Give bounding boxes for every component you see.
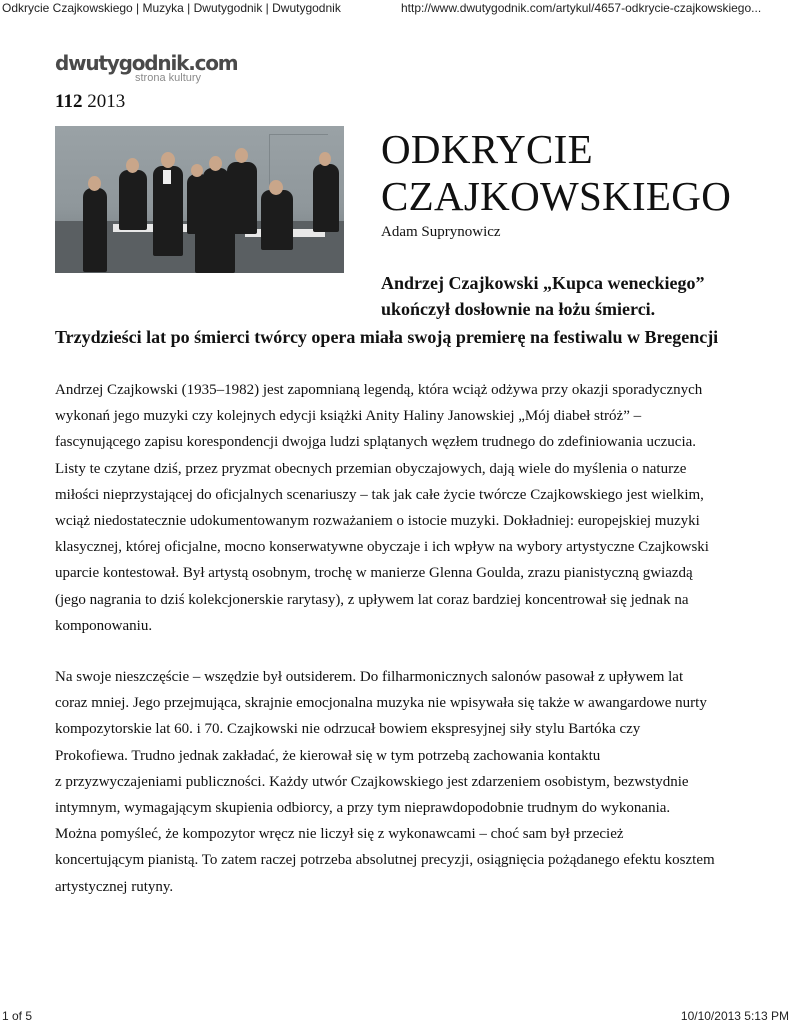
photo-figure xyxy=(209,156,222,171)
photo-figure xyxy=(161,152,175,168)
logo-tagline: strona kultury xyxy=(135,72,202,84)
photo-figure xyxy=(119,170,147,230)
paragraph-line: komponowaniu. xyxy=(55,617,153,634)
paragraph-line: intymnym, wymagającym skupienia odbiorcy, a przy tym nieprawdopodobnie trudnym do wykonania. xyxy=(55,800,671,817)
article-lead xyxy=(381,270,781,322)
page-indicator: 1 of 5 xyxy=(2,1009,33,1023)
photo-figure xyxy=(163,170,171,184)
paragraph-line: wciąż niedostatecznie udokumentowanym rozważaniem o istocie muzyki. Dokładniej: europejskiej muzyki xyxy=(55,513,700,530)
paragraph-line: Andrzej Czajkowski (1935–1982) jest zapomnianą legendą, która wciąż odżywa przy okazji sporadycznych xyxy=(55,382,703,398)
paragraph-line: klasycznej, której oficjalne, mocno konserwatywne obyczaje i ich wpływ na wybory artystyczne Czajkowski xyxy=(55,539,709,556)
paragraph-line: Listy te czytane dziś, przez pryzmat obecnych przemian obyczajowych, dają wiele do myślenia o naturze xyxy=(55,460,687,477)
photo-figure xyxy=(319,152,331,166)
photo-figure xyxy=(88,176,101,191)
paragraph-line: fascynującego zapisu korespondencji dwojga ludzi splątanych węzłem trudnego do zdefiniowania uczucia. xyxy=(55,434,697,451)
photo-figure xyxy=(235,148,248,163)
photo-figure xyxy=(313,164,339,232)
site-logo[interactable] xyxy=(55,51,238,88)
paragraph-line: uparcie kontestował. Był artystą osobnym, trochę w manierze Glenna Goulda, zrazu pianistyczną gwiazdą xyxy=(55,565,693,582)
paragraph-line: kompozytorskie lat 60. i 70. Czajkowski nie odrzucał bowiem ekspresyjnej siły stylu Bartóka czy xyxy=(55,721,641,738)
paragraph-line: (jego nagrania to dziś kolekcjonerskie rarytasy), z upływem lat coraz bardziej koncentrował się jednak na xyxy=(55,591,689,608)
photo-figure xyxy=(126,158,139,173)
print-header xyxy=(0,0,791,18)
article-title-line: CZAJKOWSKIEGO xyxy=(381,173,732,219)
issue-number-value: 112 xyxy=(55,91,83,112)
page-title-header: Odkrycie Czajkowskiego | Muzyka | Dwutygodnik | Dwutygodnik xyxy=(2,1,341,15)
paragraph-line: Prokofiewa. Trudno jednak zakładać, że kierował się w tym potrzebą zachowania kontaktu xyxy=(55,747,601,764)
photo-figure xyxy=(269,180,283,195)
print-footer xyxy=(0,1007,791,1024)
paragraph-line: Na swoje nieszczęście – wszędzie był outsiderem. Do filharmonicznych salonów pasował z upływem lat xyxy=(55,669,684,685)
photo-figure xyxy=(83,188,107,272)
logo-wordmark: dwutygodnik.com xyxy=(55,51,238,75)
page-url-header: http://www.dwutygodnik.com/artykul/4657-odkrycie-czajkowskiego... xyxy=(401,1,762,15)
paragraph-line: wykonań jego muzyki czy kolejnych edycji książki Anity Haliny Janowskiej „Mój diabeł stróż” – xyxy=(55,408,642,425)
photo-figure xyxy=(195,218,235,273)
paragraph-line: coraz mniej. Jego przejmująca, skrajnie emocjonalna muzyka nie wpisywała się także w awangardowe nurty xyxy=(55,695,707,712)
paragraph-line: z przyzwyczajeniami publiczności. Każdy utwór Czajkowskiego jest zdarzeniem osobistym, bezwstydnie xyxy=(55,773,689,790)
paragraph-line: miłości nieprzystającej do oficjalnych scenariuszy – tak jak całe życie twórcze Czajkowskiego jest wielkim, xyxy=(55,486,704,503)
paragraph-line: artystycznej rutyny. xyxy=(55,878,174,895)
photo-figure xyxy=(261,190,293,250)
article-paragraph xyxy=(55,664,745,900)
article-title xyxy=(381,126,781,220)
article-paragraph xyxy=(55,377,745,639)
paragraph-line: Można pomyśleć, że kompozytor wręcz nie liczył się z wykonawcami – choć sam był przecież xyxy=(55,826,624,843)
issue-year: 2013 xyxy=(87,91,126,112)
article-lead-line: Andrzej Czajkowski „Kupca weneckiego” xyxy=(381,273,705,293)
article-photo xyxy=(55,126,344,273)
photo-figure xyxy=(191,164,203,177)
article-title-line: ODKRYCIE xyxy=(381,126,593,172)
article-author: Adam Suprynowicz xyxy=(381,224,501,240)
issue-number xyxy=(55,90,125,114)
article-lead-line: ukończył dosłownie na łożu śmierci. xyxy=(381,299,656,319)
paragraph-line: koncertującym pianistą. To zatem raczej potrzeba absolutnej precyzji, osiągnięcia pożądanego efektu kosztem xyxy=(55,852,715,869)
article-lead-line: Trzydzieści lat po śmierci twórcy opera miała swoją premierę na festiwalu w Bregencji xyxy=(55,327,719,347)
print-datetime: 10/10/2013 5:13 PM xyxy=(680,1009,789,1023)
